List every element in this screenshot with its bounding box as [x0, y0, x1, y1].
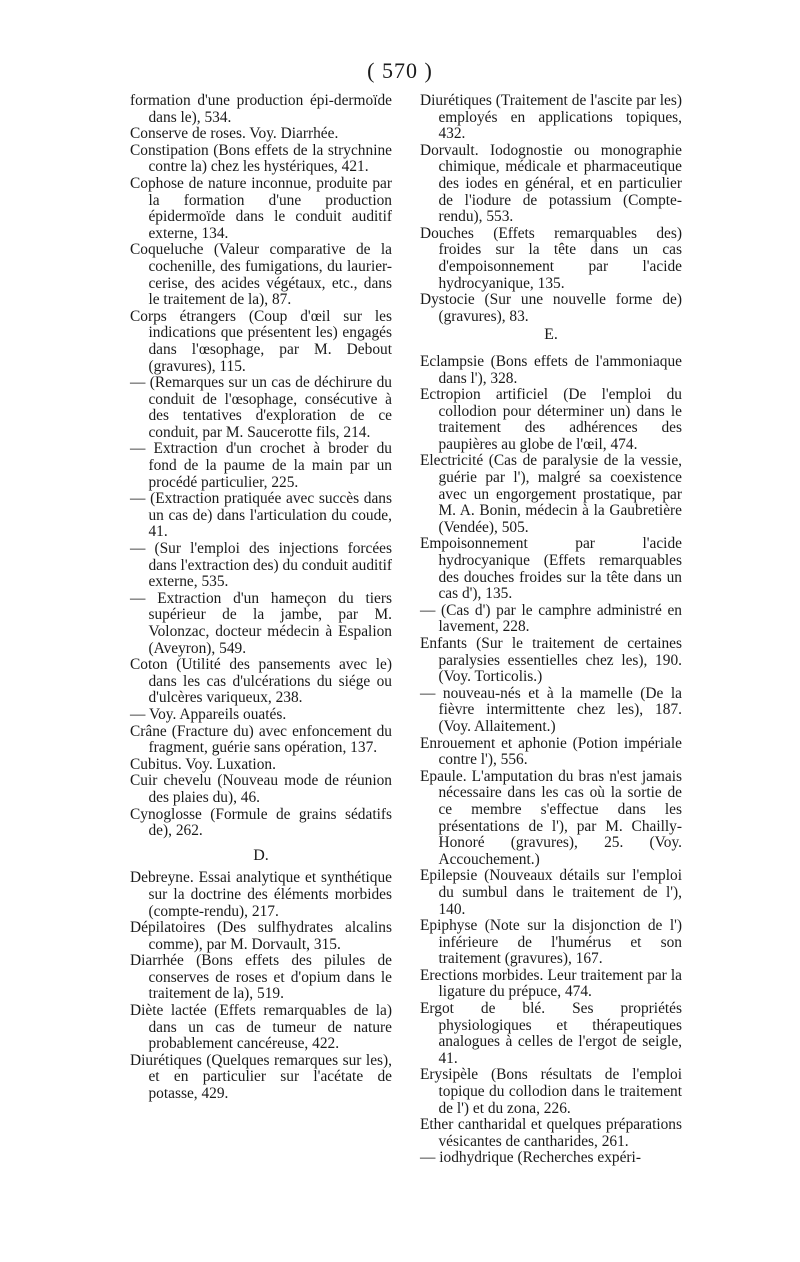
index-entries-e	[420, 354, 682, 1167]
index-entry: Douches (Effets remarquables des) froides sur la tête dans un cas d'empoisonnement par l'acide hydrocyanique, 135.	[420, 224, 682, 292]
index-entry: — Voy. Appareils ouatés.	[130, 705, 287, 723]
index-entry: — iodhydrique (Recherches expéri-	[420, 1149, 641, 1167]
index-entry: Crâne (Fracture du) avec enfoncement du fragment, guérie sans opération, 137.	[130, 722, 392, 757]
index-entry: Dépilatoires (Des sulfhydrates alcalins comme), par M. Dorvault, 315.	[130, 919, 392, 953]
index-entry: Diarrhée (Bons effets des pilules de conserves de roses et d'opium dans le traitement de la), 519.	[130, 952, 392, 1003]
index-entry: Ectropion artificiel (De l'emploi du collodion pour déterminer un) dans le traitement des adhérences des paupières au globe de l'œil, 474.	[420, 386, 682, 453]
index-entry: Epiphyse (Note sur la disjonction de l') inférieure de l'humérus et son traitement (gravures), 167.	[420, 917, 682, 968]
index-entry: Dystocie (Sur une nouvelle forme de) (gravures), 83.	[420, 291, 682, 325]
index-entry: Ergot de blé. Ses propriétés physiologiques et thérapeutiques analogues à celles de l'ergot de seigle, 41.	[420, 1000, 682, 1067]
index-entry: Cubitus. Voy. Luxation.	[130, 755, 276, 773]
index-entry: Coton (Utilité des pansements avec le) dans les cas d'ulcérations du siége ou d'ulcères variqueux, 238.	[130, 656, 392, 707]
index-entry: Cuir chevelu (Nouveau mode de réunion des plaies du), 46.	[130, 772, 392, 806]
index-entry: formation d'une production épi-dermoïde dans le), 534.	[130, 92, 392, 126]
index-entries-d-continued	[420, 93, 682, 325]
index-entry: Erections morbides. Leur traitement par la ligature du prépuce, 474.	[420, 966, 682, 1001]
index-entry: Electricité (Cas de paralysie de la vessie, guérie par l'), malgré sa coexistence avec un engorgement prostatique, par M. A. Bonin, médecin à la Gaubretière (Vendée), 505.	[420, 452, 682, 536]
index-entry: Erysipèle (Bons résultats de l'emploi topique du collodion dans le traitement de l') et du zona, 226.	[420, 1066, 682, 1117]
index-entry: — (Remarques sur un cas de déchirure du conduit de l'œsophage, consécutive à des tentatives d'exploration de ce conduit, par M. Saucerotte fils, 214.	[130, 374, 392, 441]
index-entry: Diurétiques (Quelques remarques sur les), et en particulier sur l'acétate de potasse, 429.	[130, 1051, 392, 1103]
index-entry: Enrouement et aphonie (Potion impériale contre l'), 556.	[420, 734, 682, 769]
index-entry: — nouveau-nés et à la mamelle (De la fièvre intermittente chez les), 187. (Voy. Allaitement.)	[420, 684, 682, 735]
index-entry: Coqueluche (Valeur comparative de la cochenille, des fumigations, du laurier-cerise, des acides végétaux, etc., dans le traitement de la), 87.	[130, 241, 392, 309]
index-entry: Eclampsie (Bons effets de l'ammoniaque dans l'), 328.	[420, 352, 682, 387]
index-entry: — (Cas d') par le camphre administré en lavement, 228.	[420, 601, 682, 636]
index-entry: Enfants (Sur le traitement de certaines paralysies essentielles chez les), 190. (Voy. Torticolis.)	[420, 635, 682, 686]
index-entries-before-d	[130, 93, 392, 840]
index-entry: Conserve de roses. Voy. Diarrhée.	[130, 125, 339, 143]
index-entry: — (Extraction pratiquée avec succès dans un cas de) dans l'articulation du coude, 41.	[130, 490, 392, 541]
index-entry: Cophose de nature inconnue, produite par la formation d'une production épidermoïde dans le conduit auditif externe, 134.	[130, 174, 392, 242]
index-entry: Ether cantharidal et quelques préparations vésicantes de cantharides, 261.	[420, 1116, 682, 1150]
index-entry: — Extraction d'un hameçon du tiers supérieur de la jambe, par M. Volonzac, docteur médecin à Espalion (Aveyron), 549.	[130, 589, 392, 657]
index-entries-d	[130, 870, 392, 1102]
index-entry: — (Sur l'emploi des injections forcées dans l'extraction des) du conduit auditif externe, 535.	[130, 540, 392, 591]
section-letter-e: E.	[544, 326, 558, 344]
index-entry: — Extraction d'un crochet à broder du fond de la paume de la main par un procédé particulier, 225.	[130, 440, 392, 491]
index-entry: Cynoglosse (Formule de grains sédatifs de), 262.	[130, 805, 392, 840]
index-entry: Constipation (Bons effets de la strychnine contre la) chez les hystériques, 421.	[130, 141, 392, 176]
index-entry: Diurétiques (Traitement de l'ascite par les) employés en applications topiques, 432.	[420, 92, 682, 143]
left-column	[130, 93, 392, 1103]
index-entry: Corps étrangers (Coup d'œil sur les indications que présentent les) engagés dans l'œsophage, par M. Debout (gravures), 115.	[130, 307, 392, 375]
index-entry: Epaule. L'amputation du bras n'est jamais nécessaire dans les cas où la sortie de ce membre s'effectue dans les présentations de l'), par M. Chailly-Honoré (gravures), 25. (Voy. Accouchement.)	[420, 767, 682, 868]
index-entry: Empoisonnement par l'acide hydrocyanique (Effets remarquables des douches froides sur la tête dans un cas d'), 135.	[420, 535, 682, 603]
index-entry: Debreyne. Essai analytique et synthétique sur la doctrine des éléments morbides (compte-rendu), 217.	[130, 869, 392, 920]
right-column	[420, 93, 682, 1167]
index-entry: Epilepsie (Nouveaux détails sur l'emploi du sumbul dans le traitement de l'), 140.	[420, 867, 682, 918]
page-number: ( 570 )	[367, 58, 433, 83]
index-entry: Dorvault. Iodognostie ou monographie chimique, médicale et pharmaceutique des iodes en général, et en particulier de l'iodure de potassium (Compte-rendu), 553.	[420, 141, 682, 226]
section-letter-d: D.	[253, 846, 269, 864]
index-entry: Diète lactée (Effets remarquables de la) dans un cas de tumeur de nature probablement cancéreuse, 422.	[130, 1002, 392, 1053]
